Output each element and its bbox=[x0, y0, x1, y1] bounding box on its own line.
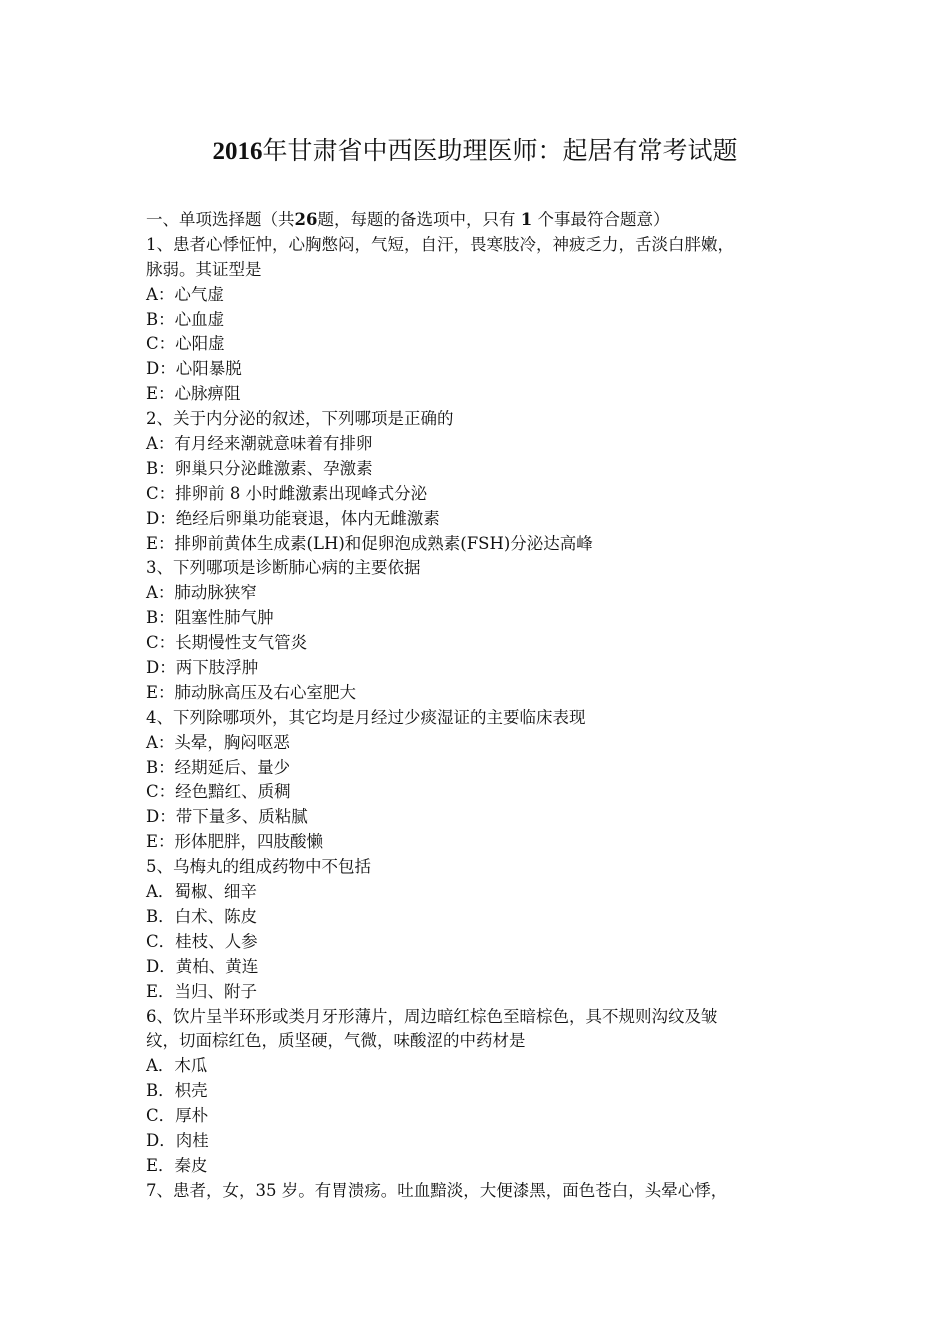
document-body bbox=[146, 208, 806, 1204]
text-line: A：头晕，胸闷呕恶 bbox=[146, 732, 290, 752]
text-line: D：两下肢浮肿 bbox=[146, 658, 259, 678]
text-line: B：心血虚 bbox=[146, 309, 225, 329]
title-year: 2016 bbox=[212, 138, 263, 165]
section-middle: 题，每题的备选项中，只有 bbox=[317, 210, 516, 229]
text-line: D．黄柏、黄连 bbox=[146, 956, 259, 976]
title-text: 年甘肃省中西医助理医师：起居有常考试题 bbox=[262, 136, 738, 165]
document-title bbox=[0, 133, 950, 170]
text-line: E．秦皮 bbox=[146, 1155, 208, 1175]
text-line: C：经色黯红、质稠 bbox=[146, 782, 291, 802]
text-line: 6、饮片呈半环形或类月牙形薄片，周边暗红棕色至暗棕色，具不规则沟纹及皱 bbox=[146, 1006, 718, 1026]
text-line: E．当归、附子 bbox=[146, 981, 258, 1001]
text-line: 3、下列哪项是诊断肺心病的主要依据 bbox=[146, 558, 421, 578]
section-one: 1 bbox=[520, 210, 533, 229]
text-line: B：经期延后、量少 bbox=[146, 757, 291, 777]
text-line: D：带下量多、质粘腻 bbox=[146, 807, 308, 827]
text-line: 7、患者，女，35 岁。有胃溃疡。吐血黯淡，大便漆黑，面色苍白，头晕心悸， bbox=[146, 1180, 728, 1200]
text-line: C．厚朴 bbox=[146, 1106, 209, 1126]
section-count: 26 bbox=[294, 210, 318, 229]
text-line: C：长期慢性支气管炎 bbox=[146, 633, 308, 653]
section-heading bbox=[146, 208, 806, 233]
text-line: B．白术、陈皮 bbox=[146, 906, 258, 926]
text-line: E：形体肥胖，四肢酸懒 bbox=[146, 832, 324, 852]
text-line: D：心阳暴脱 bbox=[146, 359, 242, 379]
text-line: D．肉桂 bbox=[146, 1130, 209, 1150]
text-line: 1、患者心悸怔忡，心胸憋闷，气短，自汗，畏寒肢冷，神疲乏力，舌淡白胖嫩， bbox=[146, 234, 734, 254]
text-line: C．桂枝、人参 bbox=[146, 931, 258, 951]
text-line: A：肺动脉狭窄 bbox=[146, 583, 257, 603]
text-line: D：绝经后卵巢功能衰退，体内无雌激素 bbox=[146, 508, 440, 528]
text-line: C：排卵前 8 小时雌激素出现峰式分泌 bbox=[146, 483, 428, 503]
section-suffix: 个事最符合题意） bbox=[537, 210, 670, 229]
question-list bbox=[146, 233, 806, 1204]
text-line: B：阻塞性肺气肿 bbox=[146, 608, 274, 628]
text-line: E：心脉痹阻 bbox=[146, 384, 241, 404]
text-line: 4、下列除哪项外，其它均是月经过少痰湿证的主要临床表现 bbox=[146, 707, 586, 727]
text-line: A：心气虚 bbox=[146, 284, 224, 304]
text-line: C：心阳虚 bbox=[146, 334, 225, 354]
text-line: 脉弱。其证型是 bbox=[146, 259, 262, 279]
text-line: B．枳壳 bbox=[146, 1081, 208, 1101]
text-line: 5、乌梅丸的组成药物中不包括 bbox=[146, 857, 371, 877]
text-line: 2、关于内分泌的叙述，下列哪项是正确的 bbox=[146, 409, 454, 429]
text-line: A．蜀椒、细辛 bbox=[146, 882, 257, 902]
section-prefix: 一、单项选择题（共 bbox=[146, 210, 295, 229]
text-line: 纹，切面棕红色，质坚硬，气微，味酸涩的中药材是 bbox=[146, 1031, 526, 1051]
text-line: E：肺动脉高压及右心室肥大 bbox=[146, 682, 357, 702]
text-line: B：卵巢只分泌雌激素、孕激素 bbox=[146, 458, 373, 478]
text-line: A．木瓜 bbox=[146, 1056, 208, 1076]
text-line: A：有月经来潮就意味着有排卵 bbox=[146, 434, 373, 454]
text-line: E：排卵前黄体生成素(LH)和促卵泡成熟素(FSH)分泌达高峰 bbox=[146, 533, 593, 553]
